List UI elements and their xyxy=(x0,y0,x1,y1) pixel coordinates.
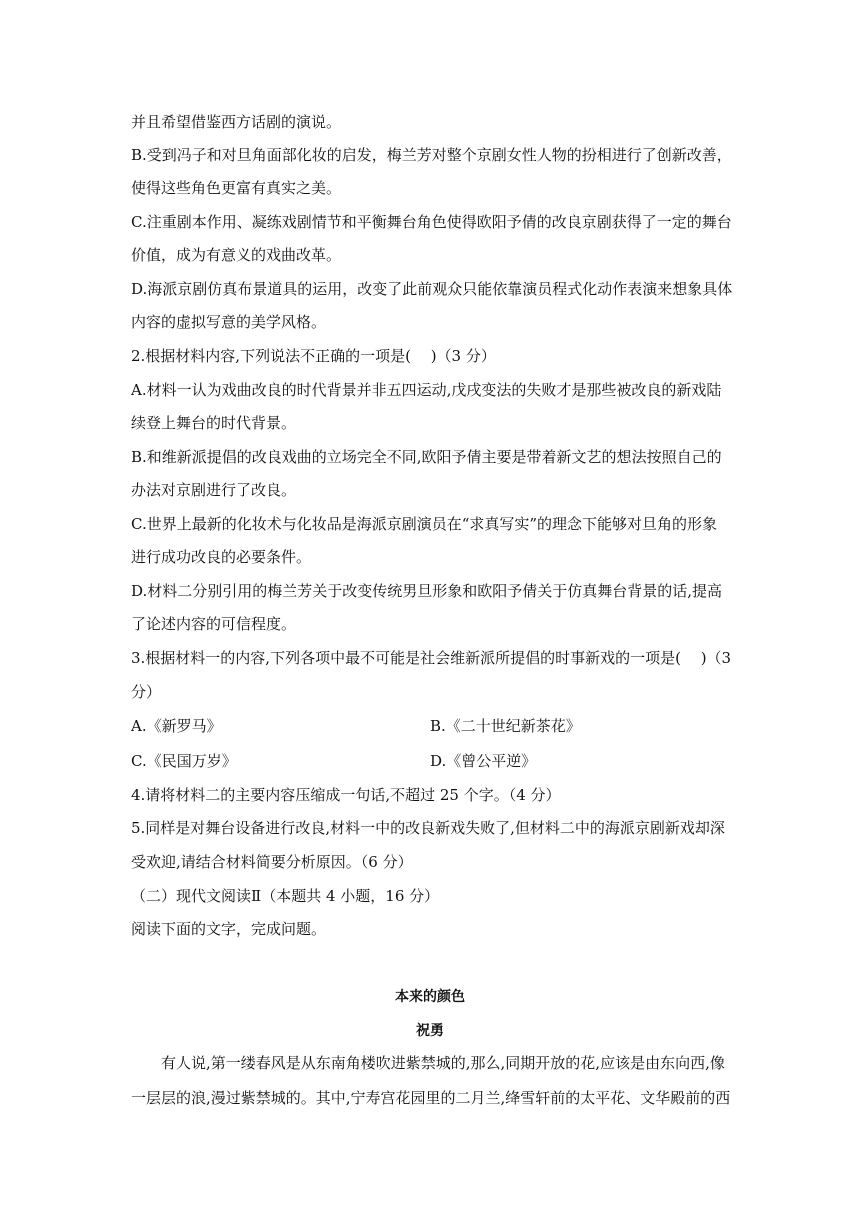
text-line: 续登上舞台的时代背景。 xyxy=(131,414,297,432)
option-b: B.《二十世纪新茶花》 xyxy=(430,717,581,735)
essay-author: 祝勇 xyxy=(416,1023,444,1039)
text-line: A.材料一认为戏曲改良的时代背景并非五四运动,戊戌变法的失败才是那些被改良的新戏陆 xyxy=(131,381,722,399)
text-line: D.海派京剧仿真布景道具的运用，改变了此前观众只能依靠演员程式化动作表演来想象具体 xyxy=(131,280,733,298)
text-line: C.世界上最新的化妆术与化妆品是海派京剧演员在“求真写实”的理念下能够对旦角的形象 xyxy=(131,515,718,533)
text-line: D.材料二分别引用的梅兰芳关于改变传统男旦形象和欧阳予倩关于仿真舞台背景的话,提高 xyxy=(131,582,723,600)
question-5: 5.同样是对舞台设备进行改良,材料一中的改良新戏失败了,但材料二中的海派京剧新戏却深 xyxy=(131,819,725,837)
option-c: C.《民国万岁》 xyxy=(131,752,237,770)
text-line: 进行成功改良的必要条件。 xyxy=(131,548,312,566)
text-line: C.注重剧本作用、凝练戏剧情节和平衡舞台角色使得欧阳予倩的改良京剧获得了一定的舞台 xyxy=(131,213,732,231)
question-4: 4.请将材料二的主要内容压缩成一句话,不超过 25 个字。（4 分） xyxy=(131,786,561,804)
section-heading: （二）现代文阅读Ⅱ（本题共 4 小题，16 分） xyxy=(131,887,440,905)
text-line: B.和维新派提倡的改良戏曲的立场完全不同,欧阳予倩主要是带着新文艺的想法按照自己的 xyxy=(131,448,722,466)
text-line: 受欢迎,请结合材料简要分析原因。（6 分） xyxy=(131,853,413,871)
text-line: 内容的虚拟写意的美学风格。 xyxy=(131,313,327,331)
question-2: 2.根据材料内容,下列说法不正确的一项是( )（3 分） xyxy=(131,347,496,365)
text-line: B.受到冯子和对旦角面部化妆的启发，梅兰芳对整个京剧女性人物的扮相进行了创新改善， xyxy=(131,146,732,164)
essay-line: 有人说,第一缕春风是从东南角楼吹进紫禁城的,那么,同期开放的花,应该是由东向西,像 xyxy=(131,1054,725,1072)
essay-title: 本来的颜色 xyxy=(395,989,465,1005)
option-a: A.《新罗马》 xyxy=(131,717,222,735)
text-line: 并且希望借鉴西方话剧的演说。 xyxy=(131,113,342,131)
text-line: 使得这些角色更富有真实之美。 xyxy=(131,179,342,197)
essay-line: 一层层的浪,漫过紫禁城的。其中,宁寿宫花园里的二月兰,绛雪轩前的太平花、文华殿前的西 xyxy=(131,1089,731,1107)
text-line: 价值，成为有意义的戏曲改革。 xyxy=(131,246,342,264)
question-3: 3.根据材料一的内容,下列各项中最不可能是社会维新派所提倡的时事新戏的一项是( )（3 xyxy=(131,649,732,667)
text-line: 分） xyxy=(131,683,162,701)
option-d: D.《曾公平逆》 xyxy=(430,752,537,770)
text-line: 了论述内容的可信程度。 xyxy=(131,615,297,633)
text-line: 办法对京剧进行了改良。 xyxy=(131,481,297,499)
instruction-line: 阅读下面的文字，完成问题。 xyxy=(131,920,327,938)
